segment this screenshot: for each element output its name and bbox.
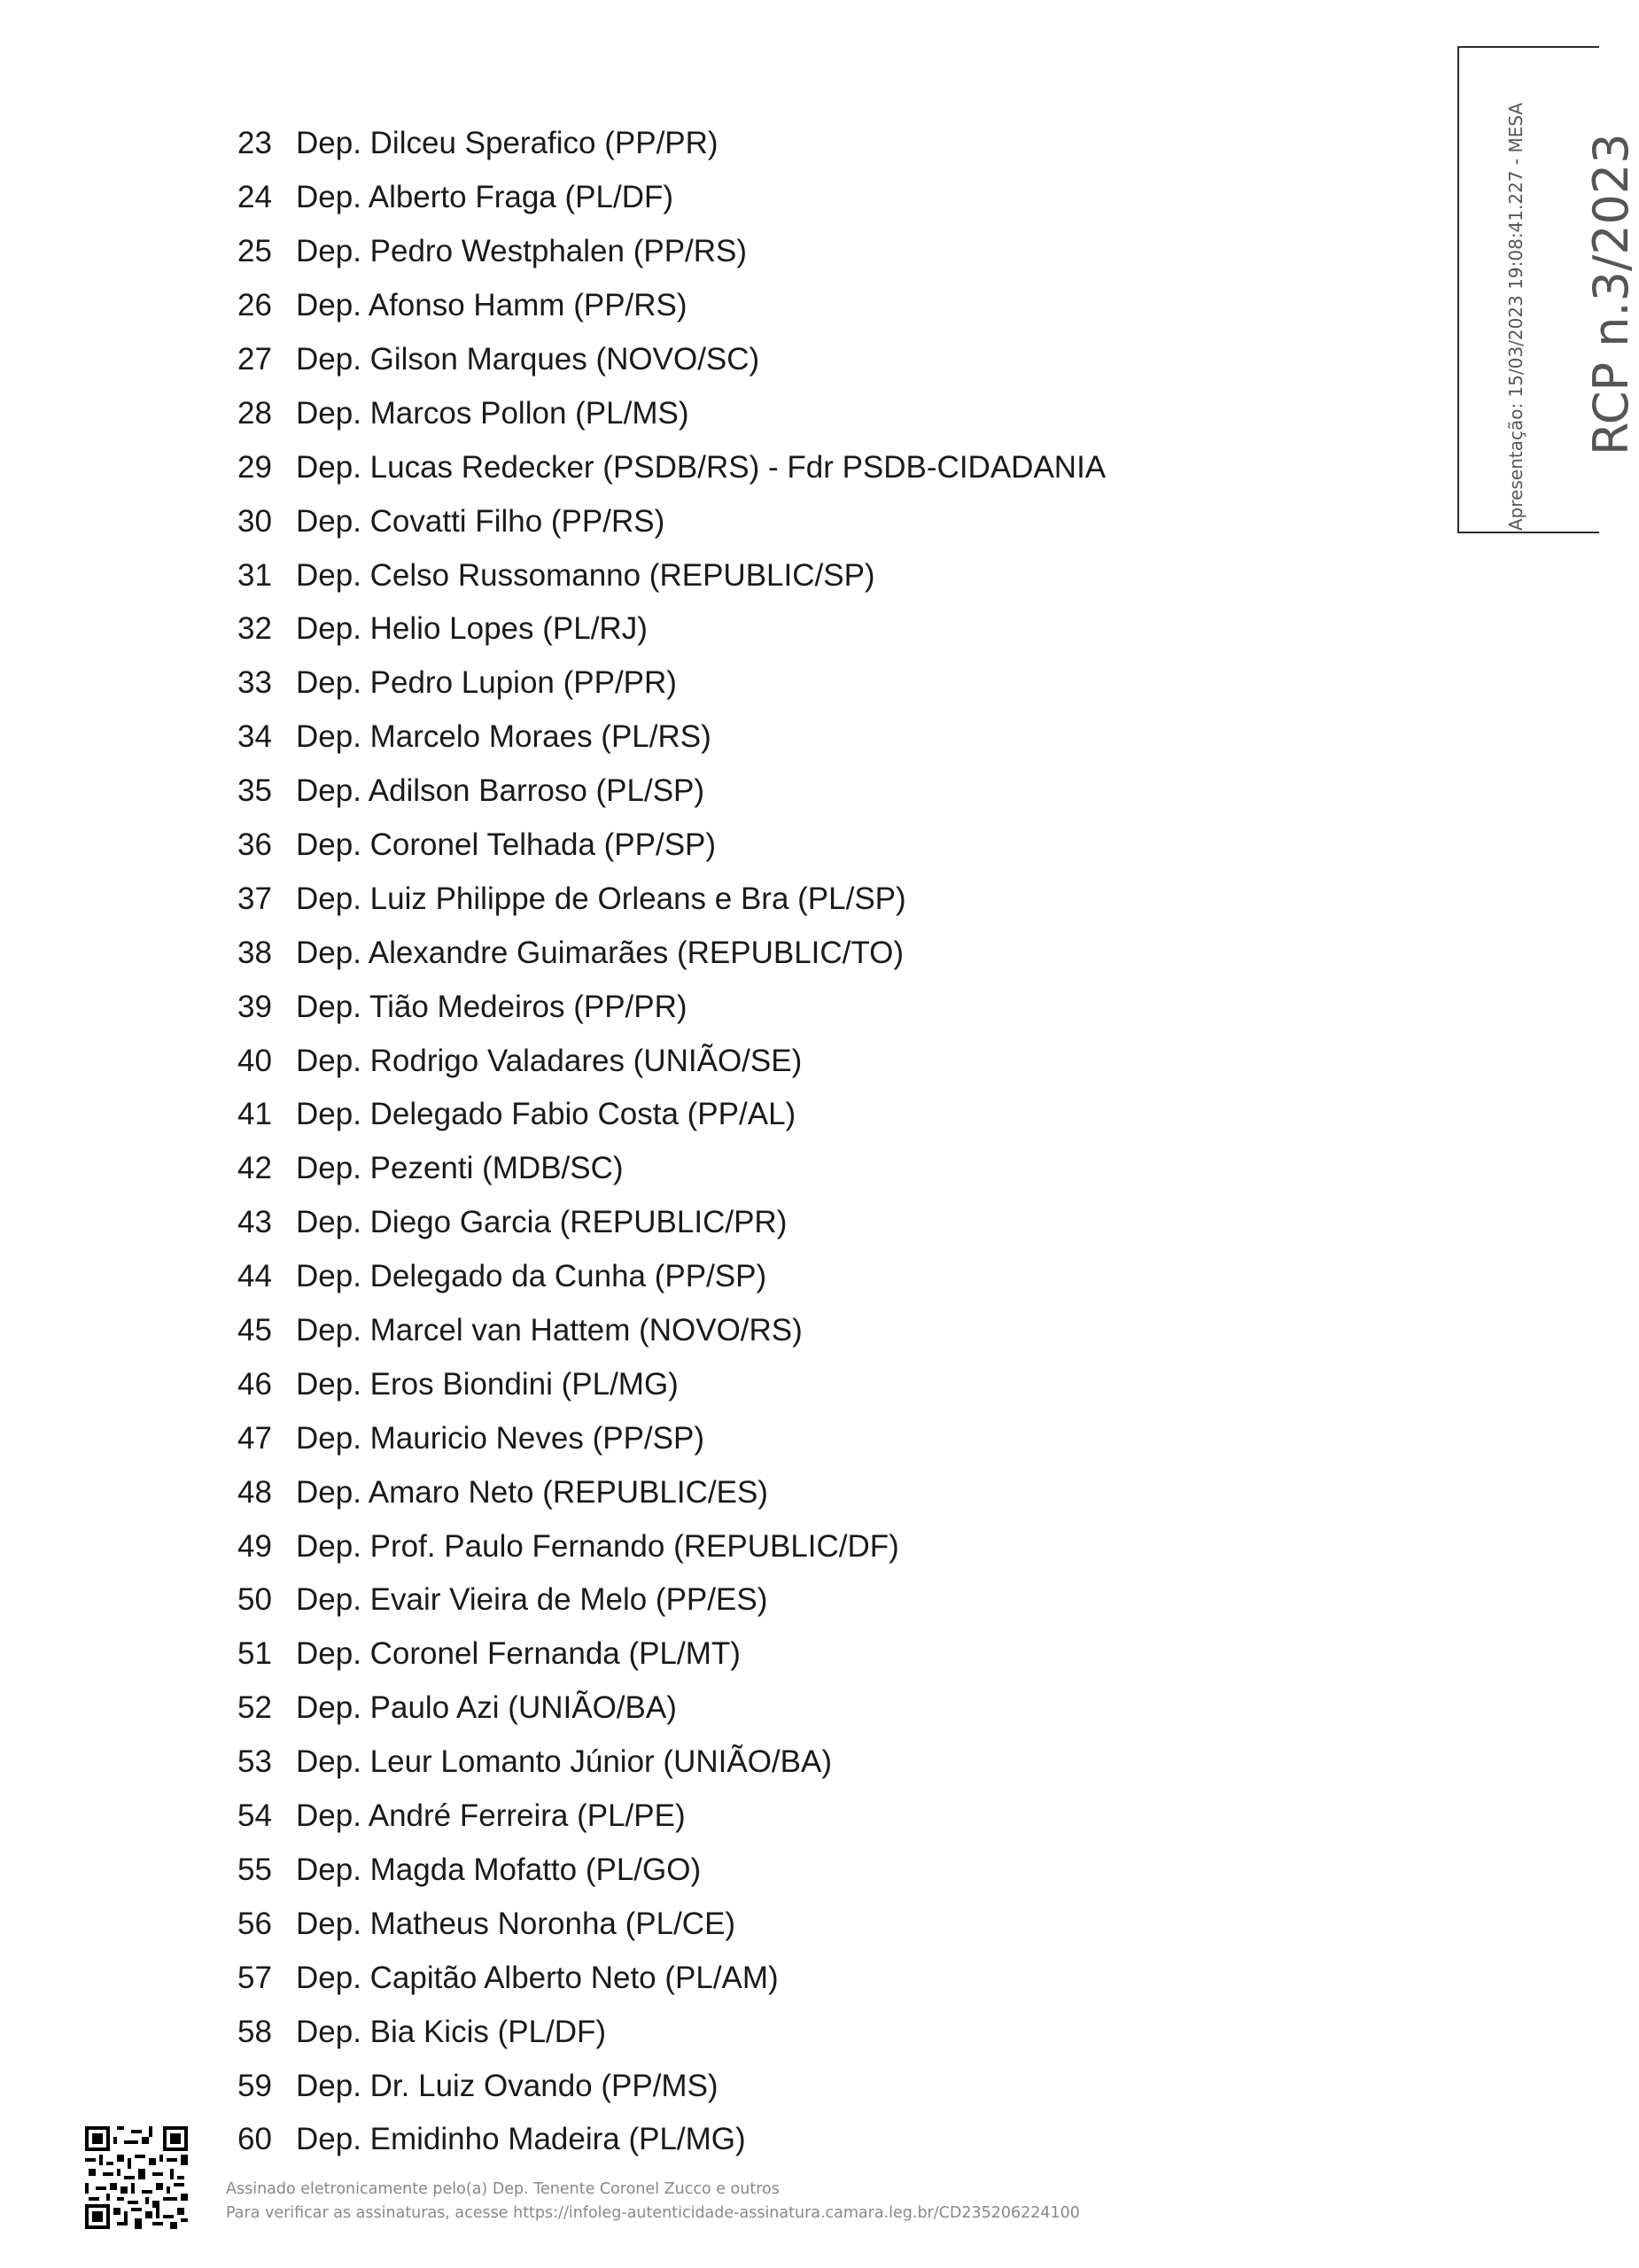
list-item: [237, 656, 1389, 711]
list-item: [237, 2113, 1389, 2167]
item-number: 34: [237, 719, 272, 755]
list-item: [237, 2005, 1389, 2059]
item-number: 38: [237, 935, 272, 970]
deputy-name: Dep. André Ferreira (PL/PE): [296, 1798, 686, 1834]
item-number: 30: [237, 503, 272, 539]
item-number: 58: [237, 2014, 272, 2049]
list-item: [237, 171, 1389, 225]
list-item: [237, 1142, 1389, 1196]
list-item: [237, 1034, 1389, 1088]
list-item: [237, 1627, 1389, 1682]
footer-signed-by: Assinado eletronicamente pelo(a) Dep. Tenente Coronel Zucco e outros: [226, 2180, 780, 2198]
deputy-name: Dep. Magda Mofatto (PL/GO): [296, 1852, 702, 1887]
list-item: [237, 225, 1389, 279]
item-number: 52: [237, 1690, 272, 1726]
list-item: [237, 386, 1389, 440]
item-number: 32: [237, 611, 272, 647]
deputy-name: Dep. Pedro Lupion (PP/PR): [296, 665, 677, 701]
item-number: 54: [237, 1798, 272, 1834]
document-id: RCP n.3/2023: [1583, 133, 1639, 455]
presentation-timestamp: Apresentação: 15/03/2023 19:08:41.227 - MESA: [1505, 102, 1526, 531]
signature-footer: [226, 2178, 1080, 2225]
item-number: 45: [237, 1313, 272, 1348]
item-number: 46: [237, 1366, 272, 1402]
item-number: 53: [237, 1744, 272, 1780]
list-item: [237, 602, 1389, 656]
deputy-name: Dep. Delegado da Cunha (PP/SP): [296, 1259, 767, 1294]
deputy-name: Dep. Eros Biondini (PL/MG): [296, 1366, 679, 1402]
deputy-name: Dep. Dilceu Sperafico (PP/PR): [296, 126, 719, 161]
deputy-name: Dep. Leur Lomanto Júnior (UNIÃO/BA): [296, 1744, 832, 1780]
item-number: 40: [237, 1043, 272, 1078]
list-item: [237, 1844, 1389, 1898]
item-number: 44: [237, 1259, 272, 1294]
deputy-name: Dep. Diego Garcia (REPUBLIC/PR): [296, 1205, 788, 1240]
deputy-name: Dep. Marcel van Hattem (NOVO/RS): [296, 1313, 803, 1348]
deputy-name: Dep. Tião Medeiros (PP/PR): [296, 989, 687, 1024]
list-item: [237, 1573, 1389, 1627]
list-item: [237, 1736, 1389, 1790]
list-item: [237, 1250, 1389, 1304]
item-number: 57: [237, 1960, 272, 1995]
item-number: 51: [237, 1636, 272, 1672]
qr-code-icon[interactable]: [85, 2126, 188, 2229]
list-item: [237, 279, 1389, 333]
item-number: 37: [237, 881, 272, 916]
item-number: 27: [237, 342, 272, 377]
list-item: [237, 1411, 1389, 1465]
item-number: 23: [237, 126, 272, 161]
list-item: [237, 1088, 1389, 1142]
item-number: 60: [237, 2122, 272, 2157]
list-item: [237, 494, 1389, 548]
item-number: 33: [237, 665, 272, 701]
deputy-name: Dep. Gilson Marques (NOVO/SC): [296, 342, 760, 377]
deputy-name: Dep. Lucas Redecker (PSDB/RS) - Fdr PSDB-CIDADANIA: [296, 449, 1107, 485]
item-number: 35: [237, 773, 272, 809]
item-number: 39: [237, 989, 272, 1024]
deputy-name: Dep. Covatti Filho (PP/RS): [296, 503, 665, 539]
list-item: [237, 926, 1389, 980]
item-number: 31: [237, 557, 272, 593]
item-number: 26: [237, 288, 272, 323]
list-item: [237, 1897, 1389, 1951]
list-item: [237, 2059, 1389, 2113]
item-number: 29: [237, 449, 272, 485]
document-stamp: [1457, 46, 1639, 533]
deputy-name: Dep. Evair Vieira de Melo (PP/ES): [296, 1582, 768, 1618]
deputy-name: Dep. Pezenti (MDB/SC): [296, 1151, 624, 1186]
list-item: [237, 819, 1389, 873]
list-item: [237, 980, 1389, 1034]
list-item: [237, 711, 1389, 765]
deputy-name: Dep. Rodrigo Valadares (UNIÃO/SE): [296, 1043, 803, 1078]
deputy-name: Dep. Luiz Philippe de Orleans e Bra (PL/SP): [296, 881, 906, 916]
list-item: [237, 1196, 1389, 1250]
item-number: 36: [237, 827, 272, 863]
deputy-name: Dep. Alexandre Guimarães (REPUBLIC/TO): [296, 935, 905, 970]
deputy-name: Dep. Pedro Westphalen (PP/RS): [296, 234, 748, 269]
list-item: [237, 1951, 1389, 2005]
deputy-name: Dep. Bia Kicis (PL/DF): [296, 2014, 607, 2049]
deputy-name: Dep. Prof. Paulo Fernando (REPUBLIC/DF): [296, 1528, 899, 1564]
item-number: 41: [237, 1097, 272, 1132]
list-item: [237, 548, 1389, 602]
footer-verify-link[interactable]: Para verificar as assinaturas, acesse https://infoleg-autenticidade-assinatura.camara.leg.br/CD235206224100: [226, 2204, 1080, 2222]
signers-list: [237, 117, 1389, 2167]
item-number: 42: [237, 1151, 272, 1186]
deputy-name: Dep. Alberto Fraga (PL/DF): [296, 180, 673, 215]
deputy-name: Dep. Mauricio Neves (PP/SP): [296, 1420, 704, 1456]
item-number: 48: [237, 1474, 272, 1510]
deputy-name: Dep. Matheus Noronha (PL/CE): [296, 1906, 736, 1941]
list-item: [237, 1465, 1389, 1519]
item-number: 28: [237, 395, 272, 431]
deputy-name: Dep. Amaro Neto (REPUBLIC/ES): [296, 1474, 768, 1510]
list-item: [237, 440, 1389, 494]
item-number: 47: [237, 1420, 272, 1456]
list-item: [237, 333, 1389, 387]
item-number: 24: [237, 180, 272, 215]
deputy-name: Dep. Afonso Hamm (PP/RS): [296, 288, 687, 323]
item-number: 50: [237, 1582, 272, 1618]
deputy-name: Dep. Capitão Alberto Neto (PL/AM): [296, 1960, 779, 1995]
deputy-name: Dep. Dr. Luiz Ovando (PP/MS): [296, 2068, 719, 2103]
list-item: [237, 765, 1389, 819]
list-item: [237, 1519, 1389, 1573]
deputy-name: Dep. Adilson Barroso (PL/SP): [296, 773, 705, 809]
item-number: 43: [237, 1205, 272, 1240]
deputy-name: Dep. Helio Lopes (PL/RJ): [296, 611, 648, 647]
list-item: [237, 117, 1389, 171]
deputy-name: Dep. Marcelo Moraes (PL/RS): [296, 719, 711, 755]
deputy-name: Dep. Coronel Fernanda (PL/MT): [296, 1636, 741, 1672]
item-number: 49: [237, 1528, 272, 1564]
deputy-name: Dep. Delegado Fabio Costa (PP/AL): [296, 1097, 796, 1132]
list-item: [237, 1682, 1389, 1736]
item-number: 55: [237, 1852, 272, 1887]
deputy-name: Dep. Emidinho Madeira (PL/MG): [296, 2122, 746, 2157]
list-item: [237, 1357, 1389, 1411]
deputy-name: Dep. Coronel Telhada (PP/SP): [296, 827, 717, 863]
deputy-name: Dep. Marcos Pollon (PL/MS): [296, 395, 689, 431]
deputy-name: Dep. Paulo Azi (UNIÃO/BA): [296, 1690, 677, 1726]
list-item: [237, 1304, 1389, 1358]
item-number: 56: [237, 1906, 272, 1941]
item-number: 25: [237, 234, 272, 269]
list-item: [237, 872, 1389, 926]
deputy-name: Dep. Celso Russomanno (REPUBLIC/SP): [296, 557, 875, 593]
list-item: [237, 1790, 1389, 1844]
item-number: 59: [237, 2068, 272, 2103]
